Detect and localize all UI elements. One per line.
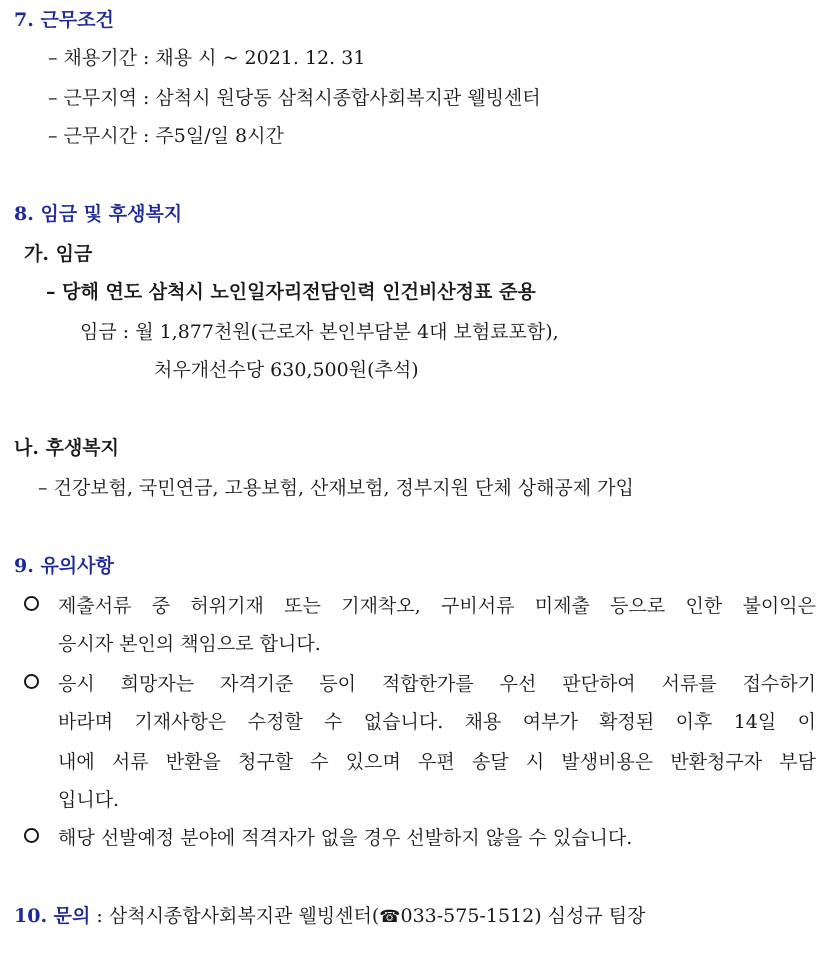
s9-note-1-line-1: 제출서류 중 허위기재 또는 기재착오, 구비서류 미제출 등으로 인한 불이익은: [58, 595, 816, 617]
s9-note-2-line-4: 입니다.: [58, 789, 120, 811]
s10-contact-suffix: 033-575-1512) 심성규 팀장: [400, 905, 646, 927]
circle-bullet-icon: [24, 596, 39, 611]
telephone-icon: ☎: [379, 907, 401, 927]
section-10-heading: 10. 문의: [14, 905, 91, 927]
s7-item-location: – 근무지역 : 삼척시 원당동 삼척시종합사회복지관 웰빙센터: [48, 87, 541, 109]
s9-note-1-bullet: [24, 592, 53, 620]
s8-wage-title: 가. 임금: [24, 243, 93, 265]
s8-wage-line-2: 처우개선수당 630,500원(추석): [154, 359, 419, 381]
s9-note-1-line-2: 응시자 본인의 책임으로 합니다.: [58, 633, 321, 655]
s9-note-3-line-1: 해당 선발예정 분야에 적격자가 없을 경우 선발하지 않을 수 있습니다.: [58, 827, 633, 849]
s8-welfare-item: – 건강보험, 국민연금, 고용보험, 산재보험, 정부지원 단체 상해공제 가입: [38, 477, 634, 499]
s9-note-2-bullet: [24, 670, 53, 698]
s9-note-2-line-3: 내에 서류 반환을 청구할 수 있으며 우편 송달 시 발생비용은 반환청구자 부담: [58, 751, 816, 773]
s10-contact-prefix: 삼척시종합사회복지관 웰빙센터(: [108, 905, 380, 927]
s8-wage-line-1: 임금 : 월 1,877천원(근로자 본인부담분 4대 보험료포함),: [80, 321, 559, 343]
s10-separator: :: [90, 905, 109, 927]
section-8-heading: 8. 임금 및 후생복지: [14, 203, 183, 225]
s9-note-2-line-1: 응시 희망자는 자격기준 등이 적합한가를 우선 판단하여 서류를 접수하기: [58, 673, 816, 695]
section-10-line: [14, 902, 645, 931]
s8-welfare-title: 나. 후생복지: [14, 437, 119, 459]
s9-note-3-bullet: [24, 824, 53, 852]
s9-note-2-line-2: 바라며 기재사항은 수정할 수 없습니다. 채용 여부가 확정된 이후 14일 이: [58, 711, 816, 733]
circle-bullet-icon: [24, 828, 39, 843]
section-7-heading: 7. 근무조건: [14, 9, 114, 31]
s8-wage-basis: – 당해 연도 삼척시 노인일자리전담인력 인건비산정표 준용: [46, 281, 536, 303]
s7-item-hours: – 근무시간 : 주5일/일 8시간: [48, 125, 284, 147]
circle-bullet-icon: [24, 674, 39, 689]
s7-item-period: – 채용기간 : 채용 시 ~ 2021. 12. 31: [48, 47, 366, 69]
section-9-heading: 9. 유의사항: [14, 555, 114, 577]
